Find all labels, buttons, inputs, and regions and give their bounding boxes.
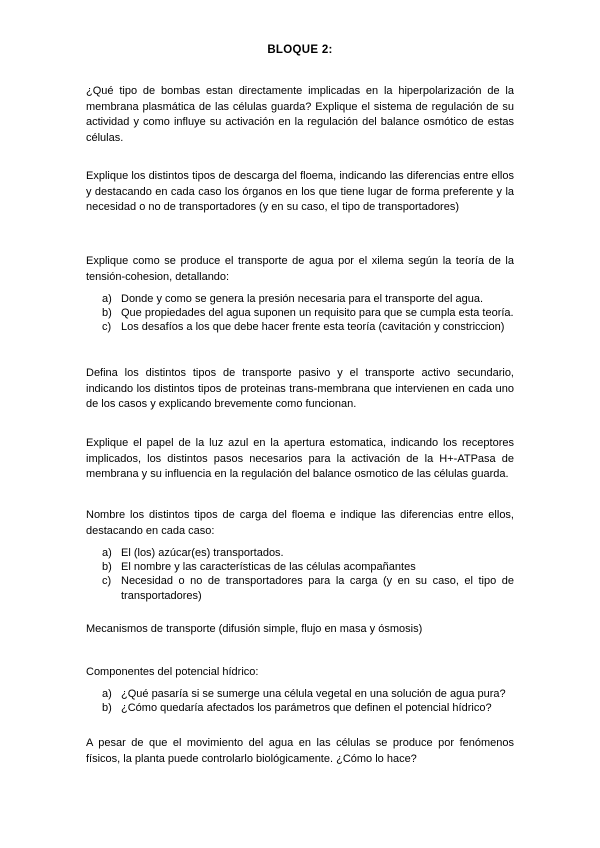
question-7: Mecanismos de transporte (difusión simple, flujo en masa y ósmosis) xyxy=(86,623,423,635)
question-6: Nombre los distintos tipos de carga del floema e indique las diferencias entre ellos, destacando en cada caso: xyxy=(86,509,514,537)
list-marker: c) xyxy=(102,321,112,334)
list-item xyxy=(86,292,514,306)
list-marker: c) xyxy=(102,575,112,588)
list-item-text: ¿Cómo quedaría afectados los parámetros que definen el potencial hídrico? xyxy=(121,702,492,715)
list-marker: a) xyxy=(102,547,112,559)
question-8-list xyxy=(86,687,514,715)
list-item xyxy=(86,320,514,334)
list-marker: b) xyxy=(102,561,112,574)
question-8: Componentes del potencial hídrico: xyxy=(86,666,259,678)
question-4: Defina los distintos tipos de transporte pasivo y el transporte activo secundario, indicando los distintos tipos de proteinas trans-membrana que intervienen en cada uno de los casos y explicando brevemente como funcionan. xyxy=(86,367,514,411)
list-item xyxy=(86,306,514,320)
list-item-text: El nombre y las características de las células acompañantes xyxy=(121,561,416,574)
list-item-text: El (los) azúcar(es) transportados. xyxy=(121,547,284,559)
list-item-text: Donde y como se genera la presión necesaria para el transporte del agua. xyxy=(121,293,484,305)
list-marker: a) xyxy=(102,688,112,700)
question-3: Explique como se produce el transporte de agua por el xilema según la teoría de la tensión-cohesion, detallando: xyxy=(86,255,514,283)
list-marker: b) xyxy=(102,307,112,320)
list-item-text: Necesidad o no de transportadores para la carga (y en su caso, el tipo de transportadores) xyxy=(121,575,514,602)
question-2: Explique los distintos tipos de descarga del floema, indicando las diferencias entre ellos y destacando en cada caso los órganos en los que tiene lugar de forma preferente y la necesidad o no de transportadores (y en su caso, el tipo de transportadores) xyxy=(86,170,514,214)
page-title: BLOQUE 2: xyxy=(267,44,333,56)
question-5: Explique el papel de la luz azul en la apertura estomatica, indicando los receptores implicados, los distintos pasos necesarios para la activación de la H+-ATPasa de membrana y su influencia en la regulación del balance osmotico de las células guarda. xyxy=(86,437,514,481)
question-6-list xyxy=(86,546,514,603)
list-item-text: Los desafíos a los que debe hacer frente esta teoría (cavitación y constriccion) xyxy=(121,321,505,334)
list-item xyxy=(86,560,514,574)
list-item xyxy=(86,574,514,602)
list-marker: b) xyxy=(102,702,112,715)
question-1: ¿Qué tipo de bombas estan directamente implicadas en la hiperpolarización de la membrana plasmática de las células guarda? Explique el sistema de regulación de su actividad y como influye su activación en la regulación del balance osmótico de estas células. xyxy=(86,85,514,144)
question-3-list xyxy=(86,292,514,335)
list-item-text: ¿Qué pasaría si se sumerge una célula vegetal en una solución de agua pura? xyxy=(121,688,506,700)
question-9: A pesar de que el movimiento del agua en las células se produce por fenómenos físicos, la planta puede controlarlo biológicamente. ¿Cómo lo hace? xyxy=(86,737,514,765)
list-marker: a) xyxy=(102,293,112,305)
list-item xyxy=(86,546,514,560)
list-item-text: Que propiedades del agua suponen un requisito para que se cumpla esta teoría. xyxy=(121,307,514,320)
list-item xyxy=(86,687,514,701)
list-item xyxy=(86,701,514,715)
